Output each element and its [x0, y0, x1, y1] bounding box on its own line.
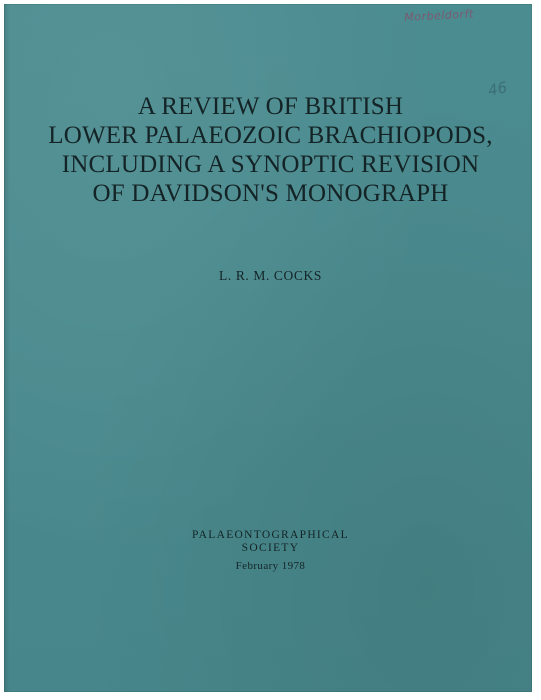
title-line-1: A REVIEW OF BRITISH	[137, 93, 404, 120]
author-name: L. R. M. COCKS	[219, 268, 322, 283]
publisher-block	[0, 529, 541, 572]
handwritten-annotation: Morbeldorft	[404, 7, 475, 24]
publisher-line-2: SOCIETY	[241, 542, 300, 554]
handwritten-mark: 46	[486, 78, 509, 100]
book-title	[0, 92, 541, 208]
title-line-3: INCLUDING A SYNOPTIC REVISION	[61, 151, 480, 178]
title-line-4: OF DAVIDSON'S MONOGRAPH	[92, 180, 449, 207]
publisher-line-1: PALAEONTOGRAPHICAL	[192, 529, 349, 541]
title-line-2: LOWER PALAEOZOIC BRACHIOPODS,	[48, 122, 493, 149]
publication-date: February 1978	[235, 560, 306, 572]
